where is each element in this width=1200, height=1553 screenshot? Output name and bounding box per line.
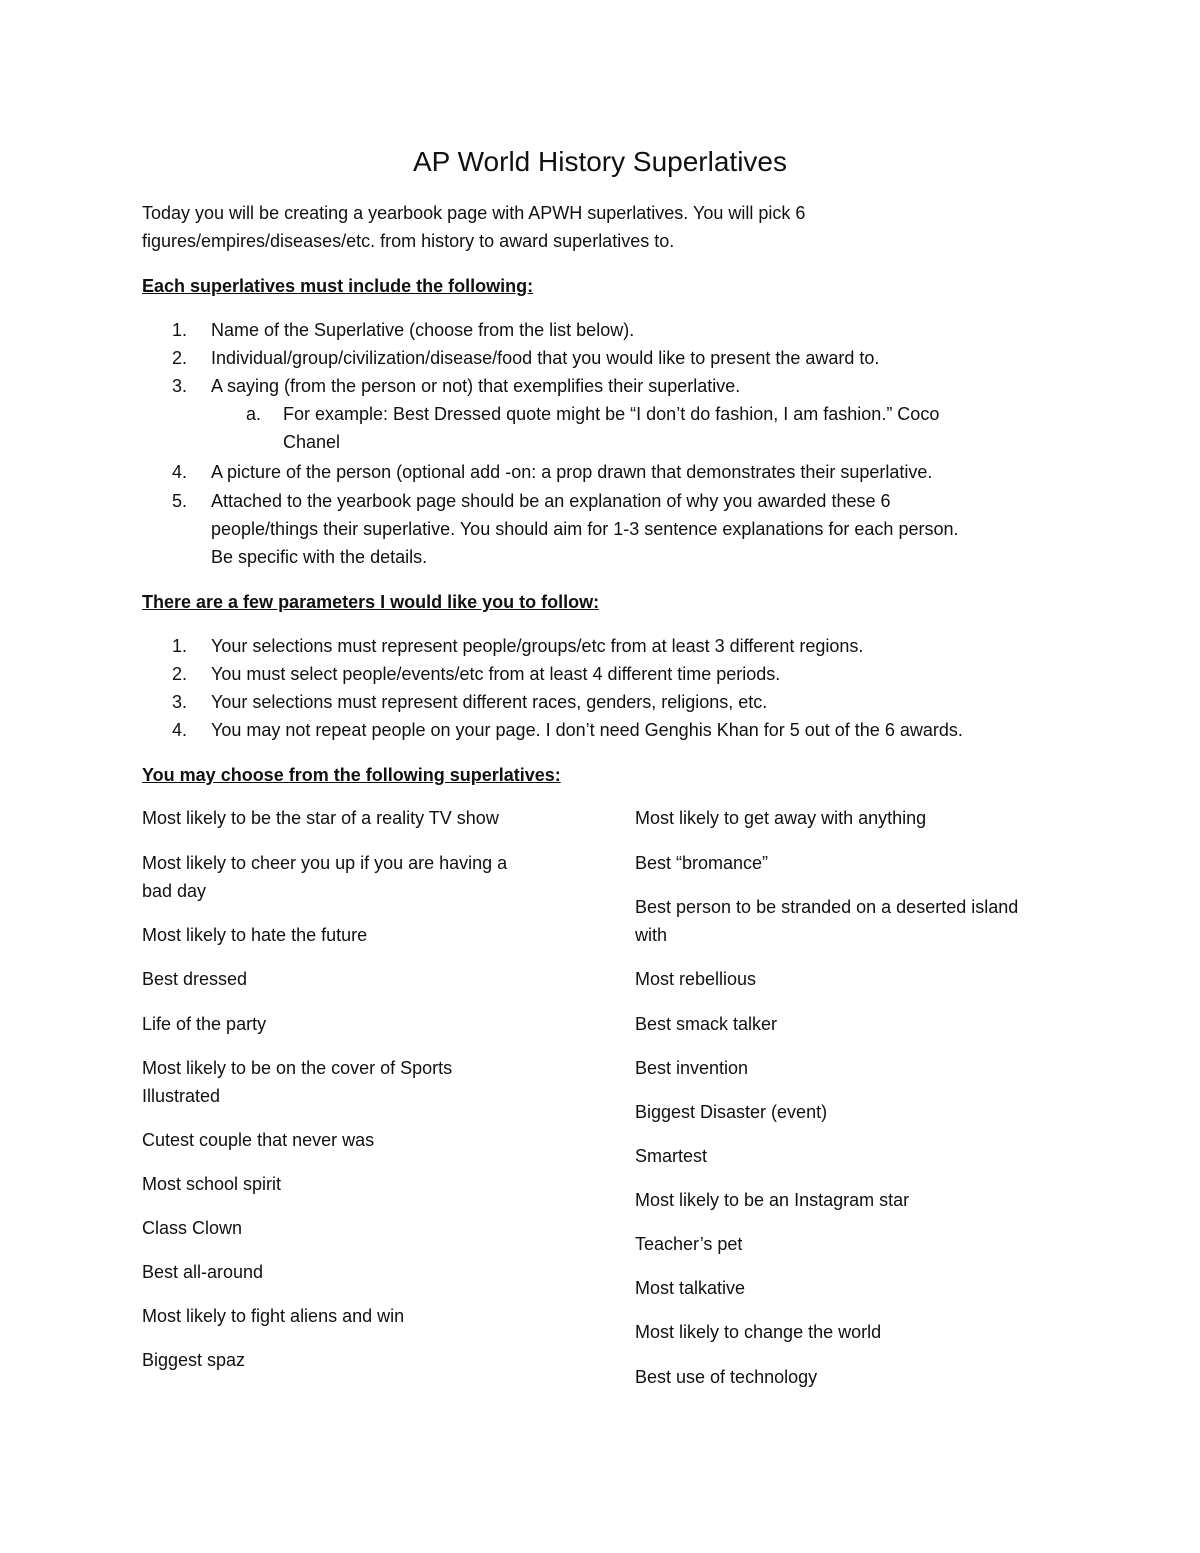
superlative-item: Best all-around: [142, 1262, 264, 1282]
superlative-item: Best use of technology: [635, 1367, 818, 1387]
page-title: AP World History Superlatives: [413, 146, 787, 177]
list-item: Name of the Superlative (choose from the list below).: [211, 320, 635, 340]
list-item: people/things their superlative. You should aim for 1-3 sentence explanations for each person.: [211, 519, 959, 539]
list-item: A picture of the person (optional add -on: a prop drawn that demonstrates their superlative.: [211, 462, 933, 482]
list-item: Individual/group/civilization/disease/food that you would like to present the award to.: [211, 348, 880, 368]
list-item: Attached to the yearbook page should be an explanation of why you awarded these 6: [211, 491, 891, 511]
superlative-item: Best “bromance”: [635, 853, 769, 873]
superlative-item: Best person to be stranded on a deserted island: [635, 897, 1019, 917]
superlative-item: Illustrated: [142, 1086, 221, 1106]
list-item: You must select people/events/etc from at least 4 different time periods.: [211, 664, 781, 684]
superlative-item: Most likely to cheer you up if you are having a: [142, 853, 508, 873]
list-number: 3.: [172, 376, 188, 396]
superlative-item: Smartest: [635, 1146, 708, 1166]
superlative-item: Most likely to be on the cover of Sports: [142, 1058, 453, 1078]
superlative-item: Best smack talker: [635, 1014, 778, 1034]
superlative-item: Best dressed: [142, 969, 248, 989]
sublist-item: Chanel: [283, 432, 341, 452]
intro-line: figures/empires/diseases/etc. from history to award superlatives to.: [142, 231, 675, 251]
superlative-item: bad day: [142, 881, 207, 901]
intro-line: Today you will be creating a yearbook page with APWH superlatives. You will pick 6: [142, 203, 806, 223]
list-item: Your selections must represent people/groups/etc from at least 3 different regions.: [211, 636, 864, 656]
superlative-item: Cutest couple that never was: [142, 1130, 375, 1150]
superlative-item: Best invention: [635, 1058, 749, 1078]
superlative-item: Most talkative: [635, 1278, 746, 1298]
sublist-letter: a.: [246, 404, 262, 424]
list-item: You may not repeat people on your page. I don’t need Genghis Khan for 5 out of the 6 awards.: [211, 720, 963, 740]
section-heading-parameters: There are a few parameters I would like you to follow:: [142, 592, 600, 612]
superlative-item: Most likely to fight aliens and win: [142, 1306, 405, 1326]
list-number: 4.: [172, 462, 188, 482]
section-heading-requirements: Each superlatives must include the following:: [142, 276, 534, 296]
section-heading-superlatives: You may choose from the following superlatives:: [142, 765, 561, 785]
list-item: Be specific with the details.: [211, 547, 428, 567]
superlative-item: Class Clown: [142, 1218, 243, 1238]
list-number: 5.: [172, 491, 188, 511]
superlative-item: Most likely to hate the future: [142, 925, 368, 945]
list-item: Your selections must represent different races, genders, religions, etc.: [211, 692, 768, 712]
superlative-item: Most school spirit: [142, 1174, 282, 1194]
superlative-item: Life of the party: [142, 1014, 267, 1034]
superlative-item: Teacher’s pet: [635, 1234, 743, 1254]
superlative-item: Most likely to change the world: [635, 1322, 882, 1342]
list-number: 1.: [172, 636, 188, 656]
superlative-item: Most likely to get away with anything: [635, 808, 927, 828]
superlative-item: Most likely to be the star of a reality TV show: [142, 808, 499, 828]
list-number: 4.: [172, 720, 188, 740]
superlative-item: Biggest Disaster (event): [635, 1102, 828, 1122]
list-item: A saying (from the person or not) that exemplifies their superlative.: [211, 376, 741, 396]
list-number: 2.: [172, 664, 188, 684]
list-number: 1.: [172, 320, 188, 340]
sublist-item: For example: Best Dressed quote might be “I don’t do fashion, I am fashion.” Coco: [283, 404, 940, 424]
superlative-item: Most likely to be an Instagram star: [635, 1190, 910, 1210]
list-number: 3.: [172, 692, 188, 712]
superlative-item: Most rebellious: [635, 969, 757, 989]
superlative-item: Biggest spaz: [142, 1350, 246, 1370]
list-number: 2.: [172, 348, 188, 368]
superlative-item: with: [635, 925, 668, 945]
